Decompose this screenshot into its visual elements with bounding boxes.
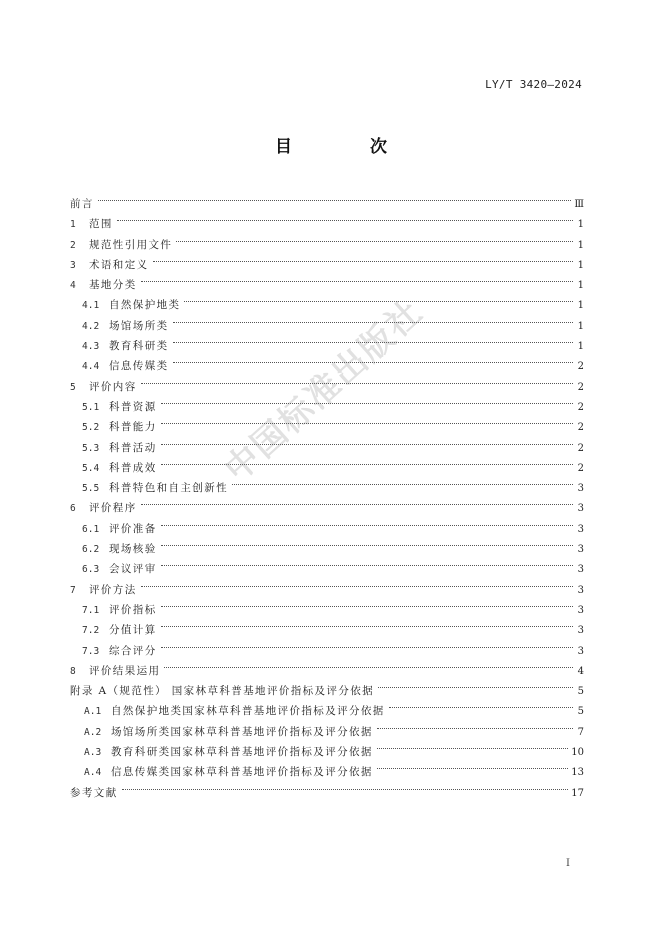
toc-entry-number: 8 (70, 665, 76, 677)
toc-entry-number: 6 (70, 503, 76, 515)
toc-entry-number: 2 (70, 239, 76, 251)
toc-entry-label: 规范性引用文件 (89, 238, 173, 251)
toc-entry-label: 前言 (70, 198, 94, 210)
toc-dot-leader (164, 654, 573, 674)
toc-entry-label: 附录 A（规范性） 国家林草科普基地评价指标及评分依据 (70, 685, 375, 698)
toc-entry-page: 2 (577, 361, 584, 373)
toc-entry-label: 教育科研类 (109, 340, 169, 353)
toc-dot-leader (377, 715, 573, 735)
toc-entry[interactable] (70, 187, 584, 210)
toc-entry-label: 参考文献 (70, 786, 118, 799)
toc-entry-label: 教育科研类国家林草科普基地评价指标及评分依据 (111, 746, 373, 759)
toc-entry[interactable] (70, 491, 584, 515)
toc-entry-number: A.4 (84, 767, 102, 779)
toc-entry-page: 2 (577, 422, 584, 434)
toc-entry[interactable] (70, 288, 584, 312)
toc-dot-leader (161, 431, 573, 451)
toc-entry[interactable] (70, 512, 584, 535)
toc-entry-page: 3 (577, 645, 584, 657)
toc-entry-number: 5 (70, 381, 76, 393)
toc-entry-label: 评价结果运用 (89, 664, 161, 677)
toc-entry-page: 2 (577, 442, 584, 454)
toc-entry-number: 4.4 (82, 361, 100, 373)
footer-page-number: Ⅰ (566, 858, 570, 869)
toc-entry-label: 场馆场所类国家林草科普基地评价指标及评分依据 (111, 725, 373, 738)
toc-entry[interactable] (70, 370, 584, 393)
toc-dot-leader (377, 735, 568, 755)
toc-entry-page: 3 (577, 523, 584, 535)
toc-entry-number: 3 (70, 259, 76, 271)
toc-entry-number: 7.1 (82, 604, 100, 616)
toc-dot-leader (173, 309, 574, 329)
toc-dot-leader (161, 552, 573, 572)
page-title: 目 次 (275, 137, 423, 157)
toc-entry-label: 科普活动 (109, 441, 157, 454)
toc-entry-page: 3 (577, 483, 584, 495)
toc-entry-number: A.1 (84, 706, 102, 718)
toc-entry-page: 7 (577, 726, 584, 738)
toc-entry-page: 1 (577, 219, 584, 231)
toc-dot-leader (173, 349, 574, 369)
toc-dot-leader (153, 248, 574, 268)
toc-entry-label: 基地分类 (89, 279, 137, 292)
toc-entry[interactable] (70, 573, 584, 596)
toc-entry-page: 1 (577, 320, 584, 332)
toc-entry-number: A.2 (84, 726, 102, 738)
toc-dot-leader (161, 613, 573, 633)
toc-entry[interactable] (70, 776, 584, 799)
toc-entry-number: 4.3 (82, 341, 100, 353)
toc-entry-number: 7.3 (82, 645, 100, 657)
toc-entry-number: 4.1 (82, 300, 100, 312)
toc-entry-page: 3 (577, 604, 584, 616)
toc-entry-page: 3 (577, 544, 584, 556)
toc-entry-page: 3 (577, 584, 584, 596)
toc-entry-page: 5 (577, 706, 584, 718)
toc-dot-leader (161, 390, 573, 410)
toc-dot-leader (378, 674, 573, 694)
toc-entry-label: 综合评分 (109, 644, 157, 657)
toc-dot-leader (161, 634, 573, 654)
toc-dot-leader (98, 187, 572, 207)
toc-entry-label: 自然保护地类国家林草科普基地评价指标及评分依据 (111, 705, 385, 718)
toc-entry-number: 5.3 (82, 442, 100, 454)
toc-entry-label: 评价指标 (109, 603, 157, 616)
toc-entry-page: 10 (571, 747, 584, 759)
toc-entry-label: 科普能力 (109, 421, 157, 434)
toc-entry-number: 6.1 (82, 523, 100, 535)
toc-dot-leader (161, 512, 573, 532)
toc-dot-leader (141, 268, 573, 288)
toc-dot-leader (161, 532, 573, 552)
toc-dot-leader (122, 776, 569, 796)
toc-entry-page: 1 (577, 280, 584, 292)
toc-entry-page: 13 (571, 767, 584, 779)
toc-entry-page: 2 (577, 462, 584, 474)
toc-entry-page: 17 (571, 787, 584, 799)
toc-entry-label: 评价程序 (89, 502, 137, 515)
toc-dot-leader (161, 410, 573, 430)
toc-entry-number: 5.2 (82, 422, 100, 434)
toc-entry-label: 评价准备 (109, 522, 157, 535)
toc-entry-label: 现场核验 (109, 543, 157, 556)
toc-entry-page: 1 (577, 341, 584, 353)
toc-entry[interactable] (70, 268, 584, 292)
toc-entry[interactable] (70, 390, 584, 413)
toc-entry-label: 会议评审 (109, 563, 157, 576)
toc-entry-page: 3 (577, 564, 584, 576)
toc-dot-leader (141, 370, 573, 390)
toc-entry-page: 1 (577, 300, 584, 312)
toc-entry-page: 2 (577, 381, 584, 393)
toc-dot-leader (161, 451, 573, 471)
toc-entry-label: 场馆场所类 (109, 319, 169, 332)
toc-dot-leader (161, 593, 573, 613)
toc-entry-number: 7 (70, 584, 76, 596)
toc-entry-page: 1 (577, 239, 584, 251)
toc-dot-leader (176, 228, 573, 248)
toc-entry[interactable] (70, 228, 584, 251)
toc-entry-number: 5.5 (82, 483, 100, 495)
toc-entry-number: 7.2 (82, 625, 100, 637)
toc-entry-page: 3 (577, 503, 584, 515)
toc-entry-label: 分值计算 (109, 624, 157, 637)
toc-dot-leader (117, 207, 573, 227)
toc-entry-number: 5.1 (82, 401, 100, 413)
toc-entry-label: 信息传媒类国家林草科普基地评价指标及评分依据 (111, 766, 373, 779)
toc-entry-number: 5.4 (82, 462, 100, 474)
toc-entry[interactable] (70, 593, 584, 616)
table-of-contents (70, 187, 584, 799)
toc-entry-label: 范围 (89, 218, 113, 231)
toc-entry-label: 科普资源 (109, 400, 157, 413)
toc-entry-label: 评价内容 (89, 380, 137, 393)
standard-code: LY/T 3420—2024 (485, 78, 582, 91)
watermark: 中国标准出版社 (216, 291, 431, 490)
toc-entry-page: 4 (577, 665, 584, 677)
toc-entry-number: A.3 (84, 747, 102, 759)
toc-entry-page: 5 (577, 686, 584, 698)
toc-entry-number: 4.2 (82, 320, 100, 332)
toc-entry-label: 评价方法 (89, 583, 137, 596)
toc-entry-number: 6.3 (82, 564, 100, 576)
toc-dot-leader (377, 755, 568, 775)
toc-entry-label: 科普特色和自主创新性 (109, 482, 228, 495)
toc-entry[interactable] (70, 207, 584, 231)
toc-entry-label: 信息传媒类 (109, 360, 169, 373)
toc-entry-number: 1 (70, 219, 76, 231)
toc-dot-leader (389, 694, 573, 714)
toc-dot-leader (232, 471, 573, 491)
toc-entry-label: 自然保护地类 (109, 299, 181, 312)
toc-entry-label: 科普成效 (109, 461, 157, 474)
toc-entry-page: 1 (577, 259, 584, 271)
toc-entry-page: Ⅲ (574, 199, 584, 210)
toc-dot-leader (173, 329, 574, 349)
toc-entry-label: 术语和定义 (89, 258, 149, 271)
toc-dot-leader (184, 288, 573, 308)
toc-entry-page: 2 (577, 401, 584, 413)
toc-dot-leader (141, 491, 573, 511)
toc-entry-number: 4 (70, 280, 76, 292)
toc-entry-page: 3 (577, 625, 584, 637)
toc-entry-number: 6.2 (82, 544, 100, 556)
toc-dot-leader (141, 573, 573, 593)
